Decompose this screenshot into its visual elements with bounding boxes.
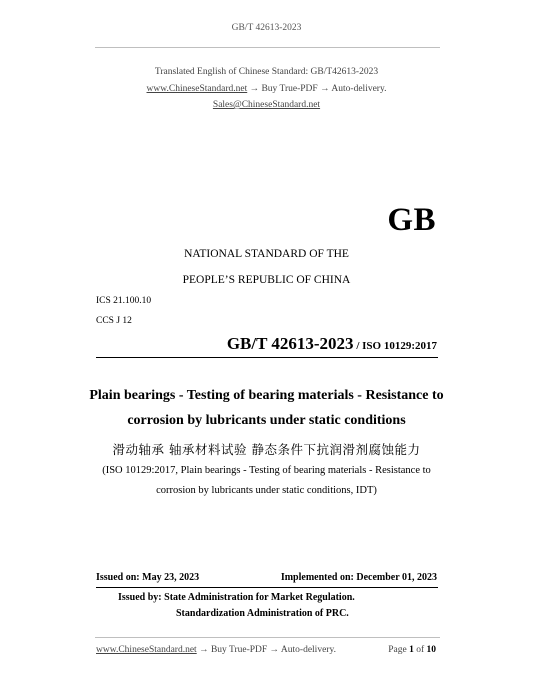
- page-number: [388, 645, 436, 655]
- dates-divider: [96, 587, 438, 588]
- iso-reference: / ISO 10129:2017: [353, 340, 437, 352]
- header-divider: [95, 47, 440, 48]
- standard-divider: [96, 357, 438, 358]
- sales-line: [0, 100, 533, 110]
- national-standard-line1: NATIONAL STANDARD OF THE: [184, 248, 349, 260]
- title-line2: corrosion by lubricants under static conditions: [127, 413, 406, 428]
- iso-title-line2: corrosion by lubricants under static conditions, IDT): [156, 485, 377, 496]
- national-standard-line2: PEOPLE’S REPUBLIC OF CHINA: [182, 274, 351, 286]
- ccs-code: CCS J 12: [96, 316, 132, 326]
- page-total: 10: [426, 645, 436, 655]
- running-header: GB/T 42613-2023: [231, 23, 302, 33]
- gb-logo: GB: [387, 202, 436, 238]
- footer-links: [96, 645, 336, 655]
- purchase-text: → Buy True-PDF → Auto-delivery.: [247, 84, 387, 94]
- title-line1: Plain bearings - Testing of bearing materials - Resistance to: [89, 388, 444, 403]
- footer-site-link[interactable]: www.ChineseStandard.net: [96, 645, 197, 655]
- page-of: of: [413, 645, 427, 655]
- translation-note: Translated English of Chinese Standard: GB/T42613-2023: [154, 67, 379, 77]
- page-current: 1: [409, 645, 414, 655]
- standard-number: [227, 334, 437, 354]
- sales-email-link[interactable]: Sales@ChineseStandard.net: [212, 100, 321, 110]
- page-prefix: Page: [388, 645, 410, 655]
- standard-code: GB/T 42613-2023: [226, 334, 354, 353]
- purchase-line: [0, 84, 533, 94]
- issuer-line1: Issued by: State Administration for Market Regulation.: [118, 592, 355, 603]
- issuer-line2: Standardization Administration of PRC.: [176, 608, 349, 619]
- footer-divider: [95, 637, 440, 638]
- ics-code: ICS 21.100.10: [96, 296, 152, 306]
- issued-date: Issued on: May 23, 2023: [96, 572, 200, 583]
- iso-title-line1: (ISO 10129:2017, Plain bearings - Testing of bearing materials - Resistance to: [102, 465, 431, 476]
- site-link[interactable]: www.ChineseStandard.net: [146, 84, 248, 94]
- footer-purchase-text: → Buy True-PDF → Auto-delivery.: [196, 645, 336, 655]
- implemented-date: Implemented on: December 01, 2023: [280, 572, 437, 583]
- chinese-title: 滑动轴承 轴承材料试验 静态条件下抗润滑剂腐蚀能力: [112, 442, 421, 457]
